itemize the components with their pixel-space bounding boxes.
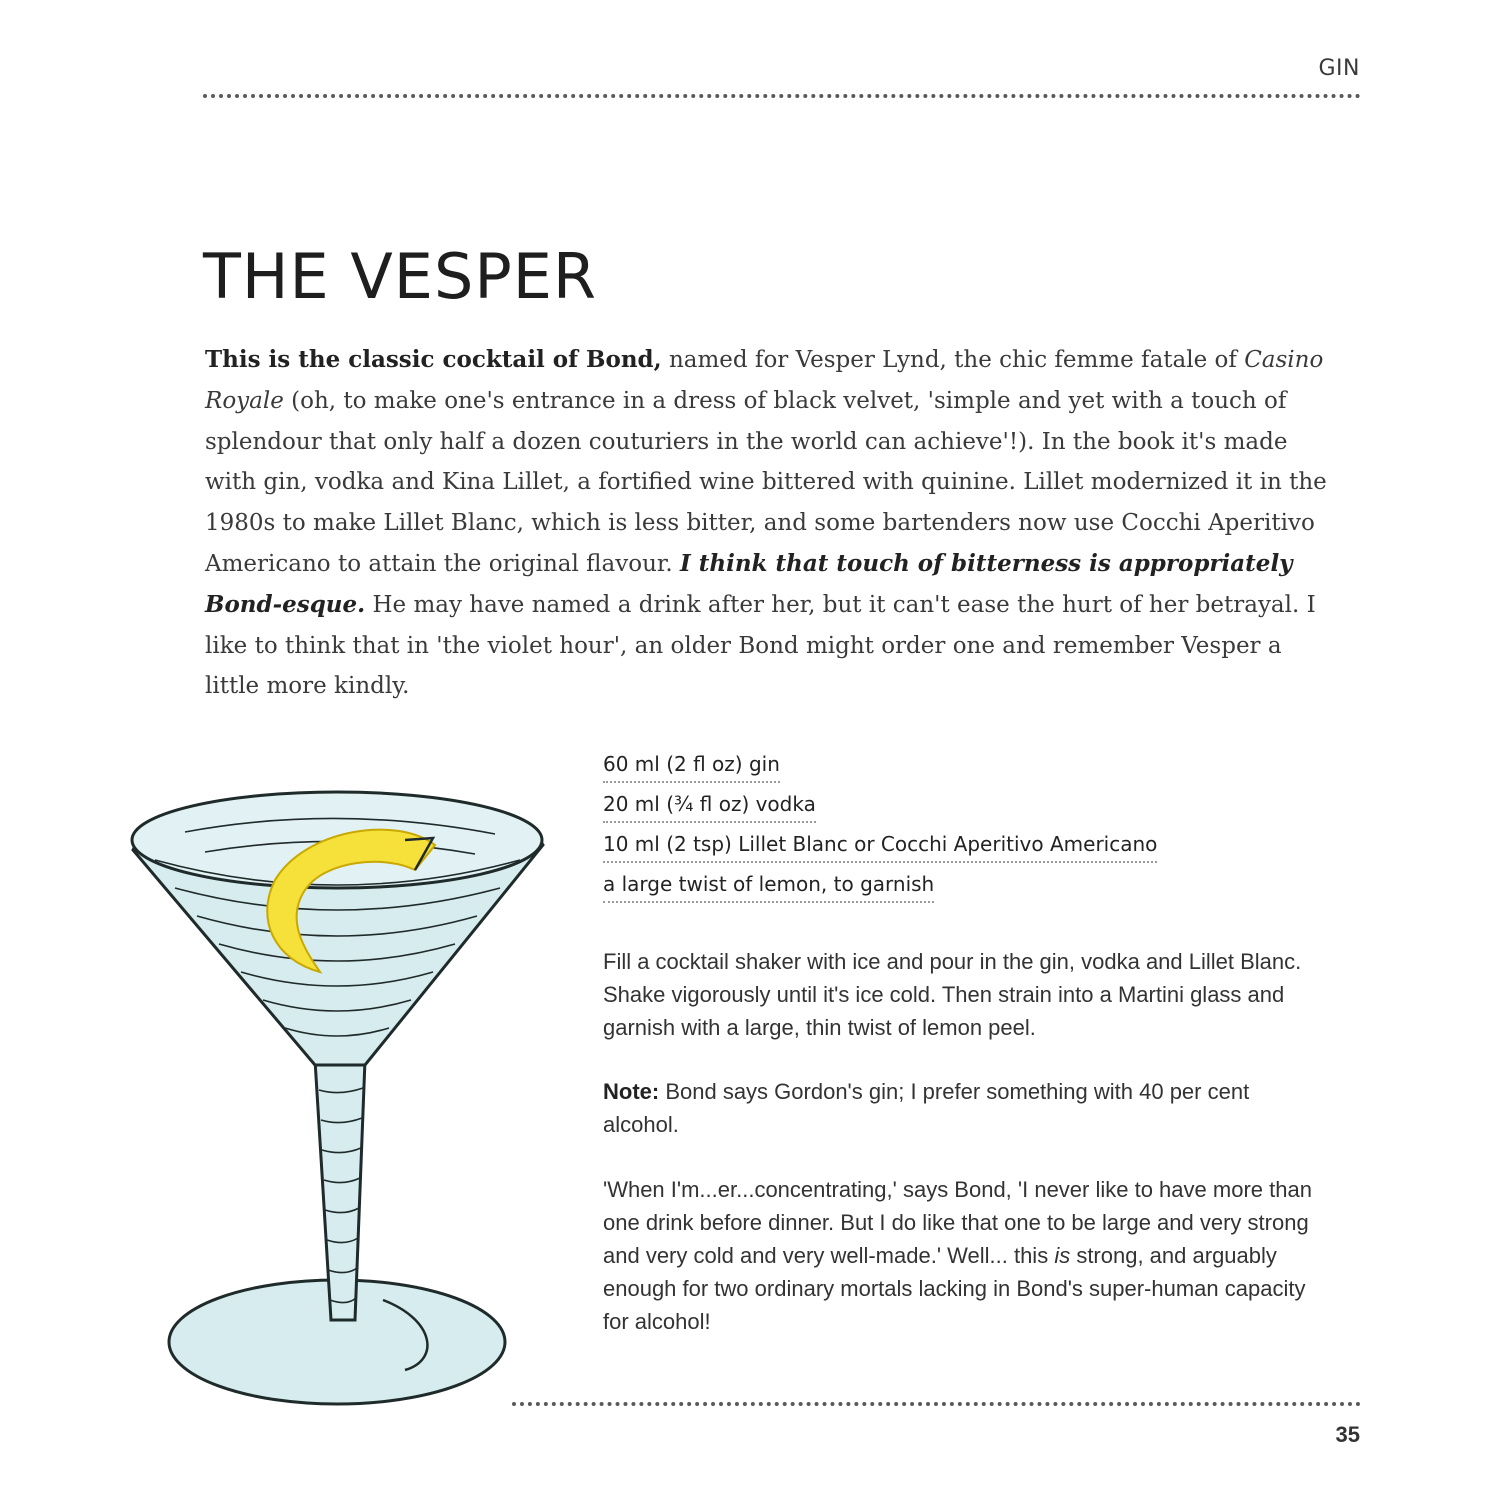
quote-text-2: strong, and arguably enough for two ordinary mortals lacking in Bond's super-human capacity for alcohol! [603, 1243, 1306, 1334]
method-paragraph: Fill a cocktail shaker with ice and pour in the gin, vodka and Lillet Blanc. Shake vigorously until it's ice cold. Then strain into a Martini glass and garnish with a large, thin twist of lemon peel. [603, 949, 1302, 1040]
ingredient-text: 10 ml (2 tsp) Lillet Blanc or Cocchi Aperitivo Americano [603, 827, 1157, 863]
book-title: Casino Royale [205, 347, 1324, 414]
ingredient-text: 60 ml (2 fl oz) gin [603, 747, 780, 783]
intro-paragraph [205, 340, 1335, 707]
ingredient-text: a large twist of lemon, to garnish [603, 867, 934, 903]
quote-paragraph [603, 1173, 1323, 1338]
quote-emphasis: is [1054, 1243, 1071, 1268]
intro-bold-italic: I think that touch of bitterness is appropriately Bond-esque. [205, 549, 1293, 618]
intro-text-3: He may have named a drink after her, but it can't ease the hurt of her betrayal. I like to think that in 'the violet hour', an older Bond might order one and remember Vesper a little more kindly. [205, 591, 1316, 700]
ingredient-item [603, 865, 1303, 905]
note-text: Bond says Gordon's gin; I prefer something with 40 per cent alcohol. [603, 1079, 1250, 1137]
intro-lead: This is the classic cocktail of Bond, [205, 346, 662, 373]
note-label: Note: [603, 1079, 660, 1104]
intro-text-1: named for Vesper Lynd, the chic femme fatale of [661, 347, 1245, 373]
bottom-dotted-rule [512, 1402, 1361, 1406]
ingredients-list [603, 745, 1303, 905]
ingredient-item [603, 785, 1303, 825]
quote-text-1: 'When I'm...er...concentrating,' says Bond, 'I never like to have more than one drink before dinner. But I do like that one to be large and very strong and very cold and very well-made.' Well... this [603, 1177, 1312, 1268]
ingredient-text: 20 ml (¾ fl oz) vodka [603, 787, 816, 823]
section-label: GIN [1318, 56, 1360, 81]
note-paragraph [603, 1075, 1323, 1141]
intro-text-2: (oh, to make one's entrance in a dress of black velvet, 'simple and yet with a touch of splendour that only half a dozen couturiers in the world can achieve'!). In the book it's made with gin, vodka and Kina Lillet, a fortified wine bittered with quinine. Lillet modernized it in the 1980s to make Lillet Blanc, which is less bitter, and some bartenders now use Cocchi Aperitivo Americano to attain the original flavour. [205, 387, 1327, 577]
top-dotted-rule [203, 94, 1361, 98]
ingredient-item [603, 745, 1303, 785]
page-number: 35 [1335, 1422, 1360, 1447]
martini-glass-illustration [115, 760, 565, 1420]
recipe-panel [603, 745, 1312, 1334]
recipe-title: THE VESPER [203, 240, 597, 313]
ingredient-item [603, 825, 1303, 865]
